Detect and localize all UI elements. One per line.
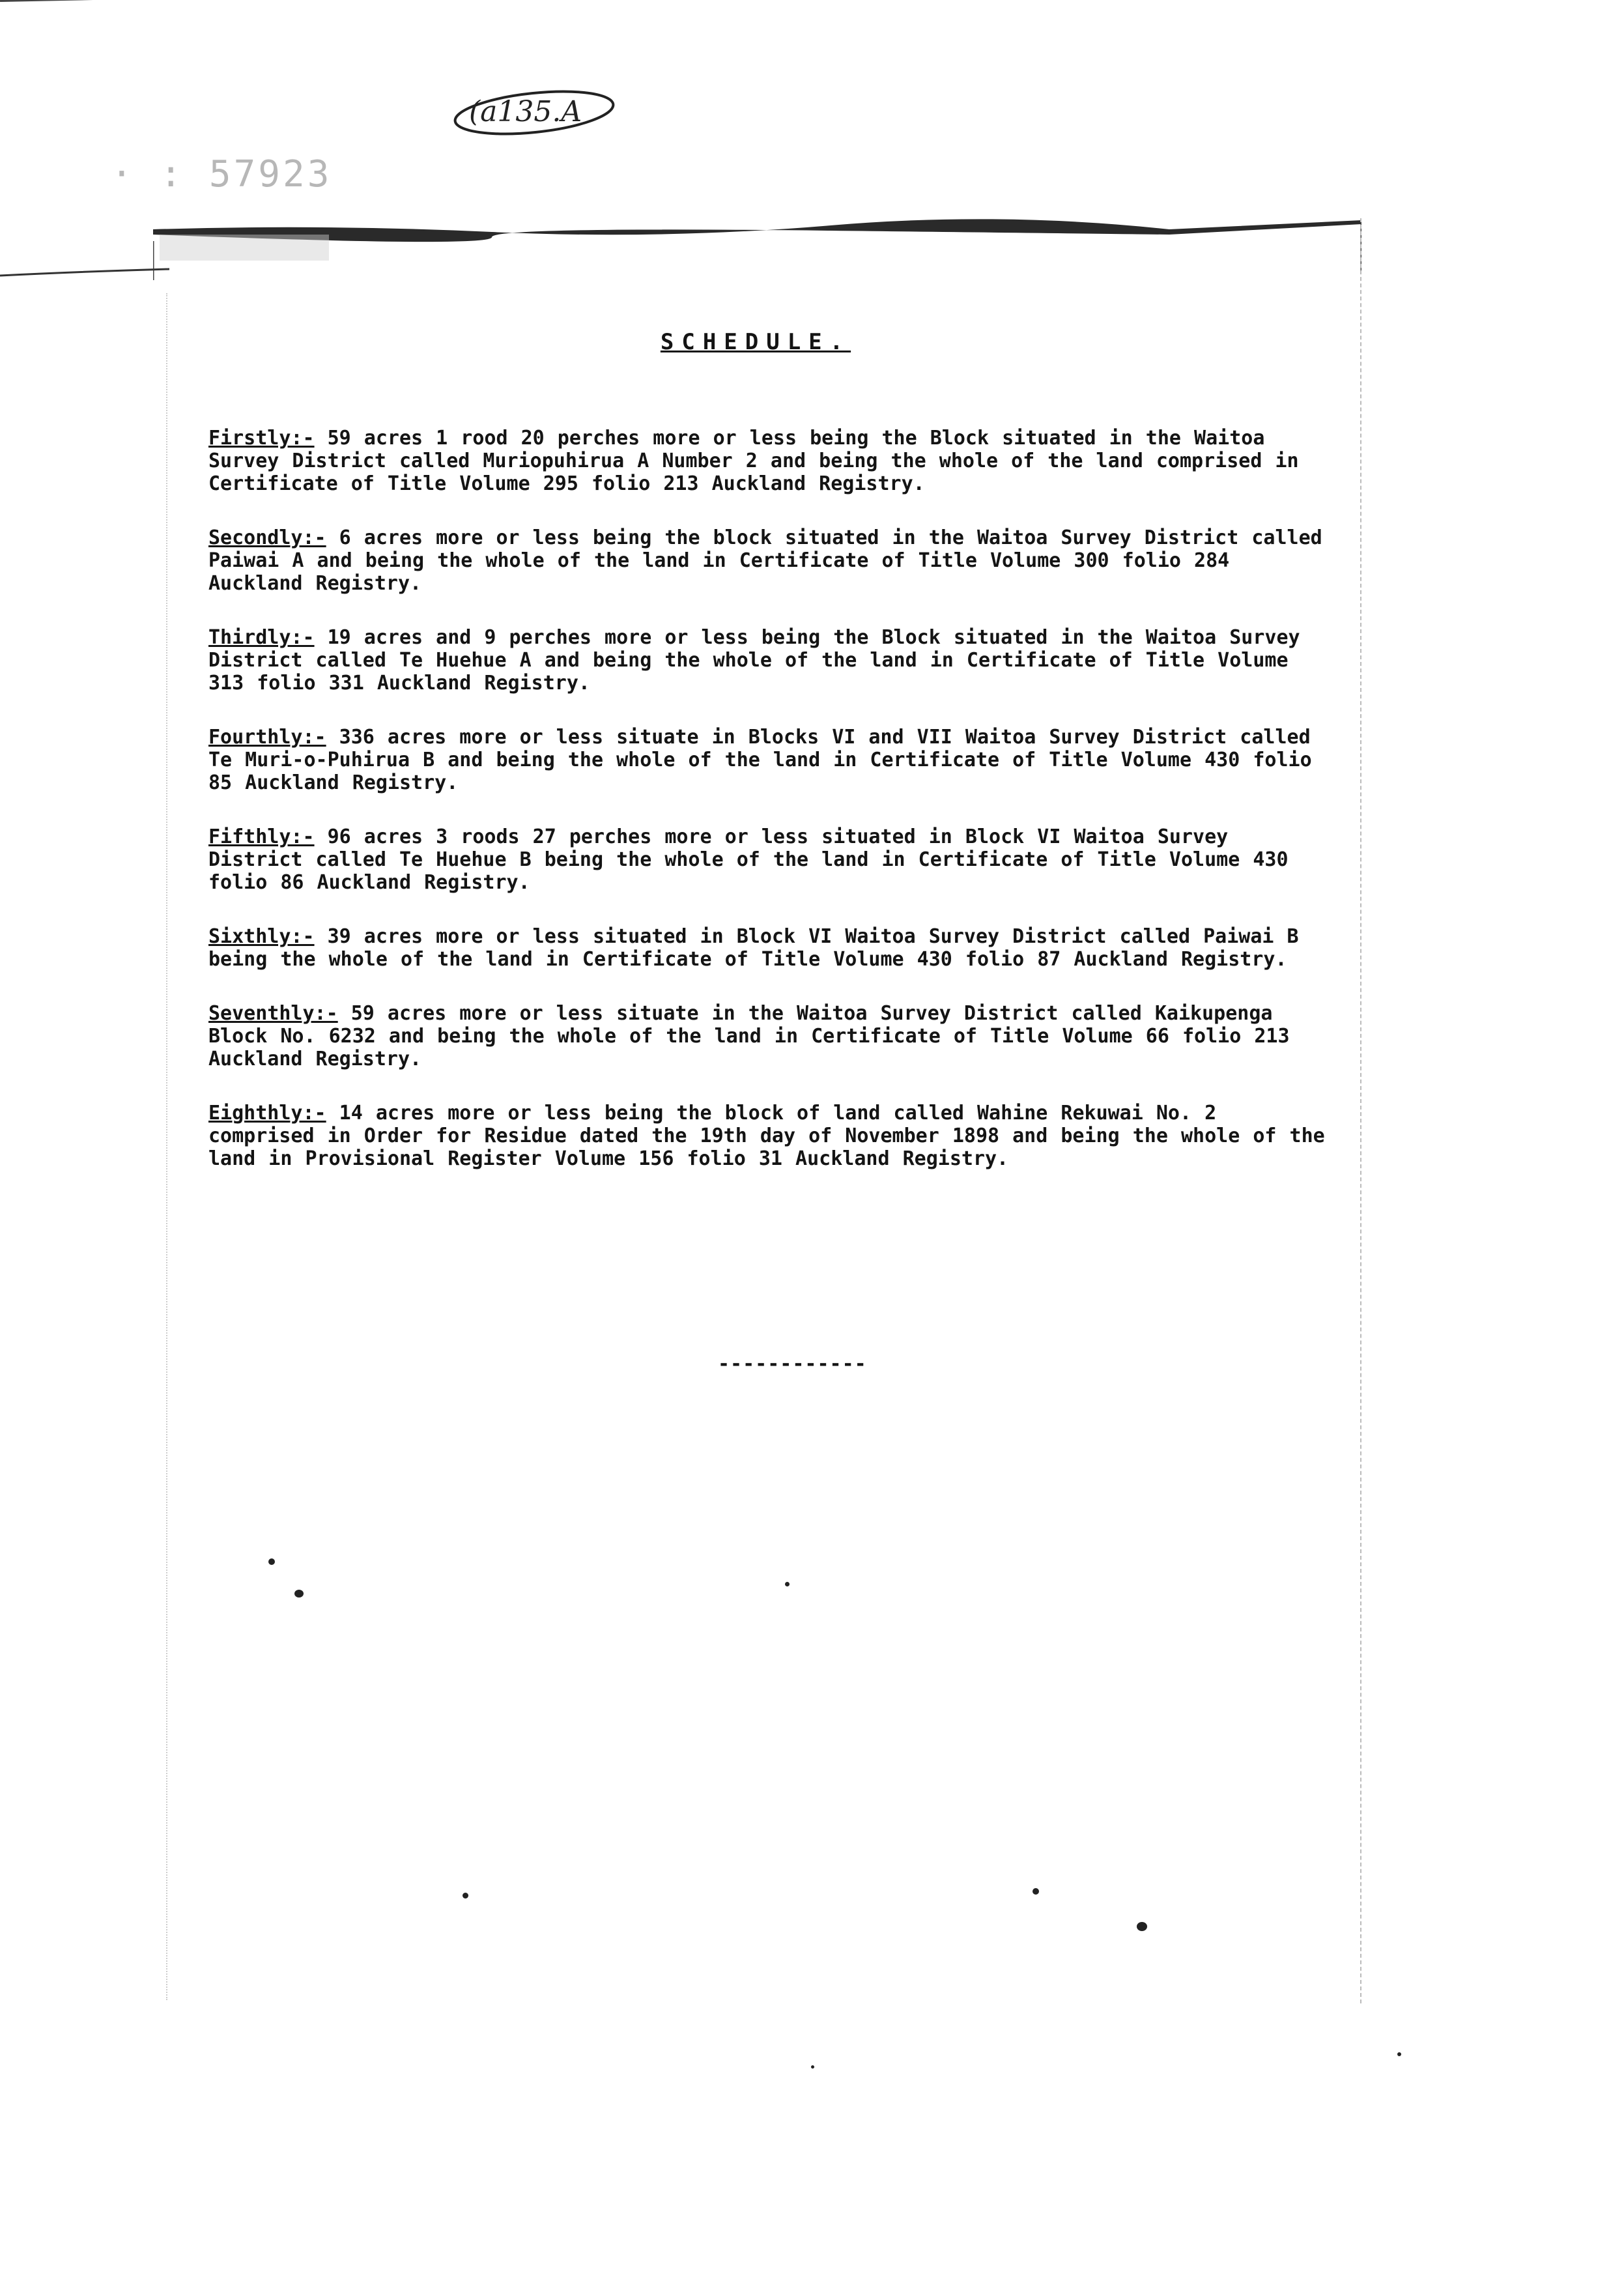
item-text: 19 acres and 9 perches more or less being the Block situated in the Waitoa Survey District called Te Huehue A and being the whole of the land in Certificate of Title Volume 313 folio 331 Auckland Registry. bbox=[208, 626, 1300, 695]
handwritten-reference-mark bbox=[449, 83, 625, 142]
schedule-body bbox=[208, 329, 1329, 1201]
schedule-item-fifthly bbox=[208, 825, 1329, 894]
left-paper-edge bbox=[0, 257, 169, 283]
item-lead: Sixthly:- bbox=[208, 925, 315, 948]
item-lead: Thirdly:- bbox=[208, 626, 315, 649]
item-text: 59 acres more or less situate in the Waitoa Survey District called Kaikupenga Block No. 6232 and being the whole of the land in Certificate of Title Volume 66 folio 213 Auckland Registry. bbox=[208, 1002, 1290, 1070]
item-text: 6 acres more or less being the block situated in the Waitoa Survey District called Paiwai A and being the whole of the land in Certificate of Title Volume 300 folio 284 Auckland Registry. bbox=[208, 526, 1322, 595]
schedule-item-seventhly bbox=[208, 1002, 1329, 1070]
item-text: 39 acres more or less situated in Block VI Waitoa Survey District called Paiwai B being the whole of the land in Certificate of Title Volume 430 folio 87 Auckland Registry. bbox=[208, 925, 1299, 971]
ink-speck bbox=[1397, 2052, 1401, 2056]
item-text: 336 acres more or less situate in Blocks VI and VII Waitoa Survey District called Te Muri-o-Puhirua B and being the whole of the land in Certificate of Title Volume 430 folio 85 Auckland Registry. bbox=[208, 726, 1312, 794]
sheet-top-edge bbox=[0, 0, 801, 2]
item-lead: Fourthly:- bbox=[208, 726, 326, 749]
left-margin-edge bbox=[166, 293, 167, 2000]
faded-stamp-number: · : 57923 bbox=[111, 153, 332, 195]
item-text: 14 acres more or less being the block of land called Wahine Rekuwai No. 2 comprised in Order for Residue dated the 19th day of November 1898 and being the whole of the land in Provisional Register Volume 156 folio 31 Auckland Registry. bbox=[208, 1102, 1325, 1170]
schedule-item-sixthly bbox=[208, 925, 1329, 971]
schedule-item-secondly bbox=[208, 526, 1329, 595]
item-lead: Seventhly:- bbox=[208, 1002, 338, 1025]
ink-speck bbox=[294, 1590, 304, 1598]
closing-dashed-rule: ------------ bbox=[718, 1353, 867, 1375]
schedule-item-fourthly bbox=[208, 726, 1329, 794]
item-text: 96 acres 3 roods 27 perches more or less situated in Block VI Waitoa Survey District called Te Huehue B being the whole of the land in Certificate of Title Volume 430 folio 86 Auckland Registry. bbox=[208, 825, 1289, 894]
svg-text:(a135.A: (a135.A bbox=[469, 95, 582, 128]
right-margin-edge bbox=[1360, 218, 1361, 2003]
schedule-title: SCHEDULE. bbox=[660, 329, 851, 355]
item-lead: Firstly:- bbox=[208, 427, 315, 450]
item-lead: Eighthly:- bbox=[208, 1102, 326, 1125]
ink-speck bbox=[785, 1582, 790, 1586]
ink-speck bbox=[1033, 1888, 1039, 1895]
ink-speck bbox=[268, 1558, 275, 1565]
item-lead: Fifthly:- bbox=[208, 825, 315, 848]
paper-fold-edge bbox=[153, 215, 1361, 287]
ink-speck bbox=[463, 1893, 468, 1899]
ink-speck bbox=[1137, 1922, 1147, 1931]
item-text: 59 acres 1 rood 20 perches more or less being the Block situated in the Waitoa Survey District called Muriopuhirua A Number 2 and being the whole of the land comprised in Certificate of Title Volume 295 folio 213 Auckland Registry. bbox=[208, 427, 1299, 495]
ink-speck bbox=[811, 2065, 814, 2069]
item-lead: Secondly:- bbox=[208, 526, 326, 549]
schedule-item-eighthly bbox=[208, 1102, 1329, 1170]
schedule-item-firstly bbox=[208, 427, 1329, 495]
schedule-item-thirdly bbox=[208, 626, 1329, 695]
